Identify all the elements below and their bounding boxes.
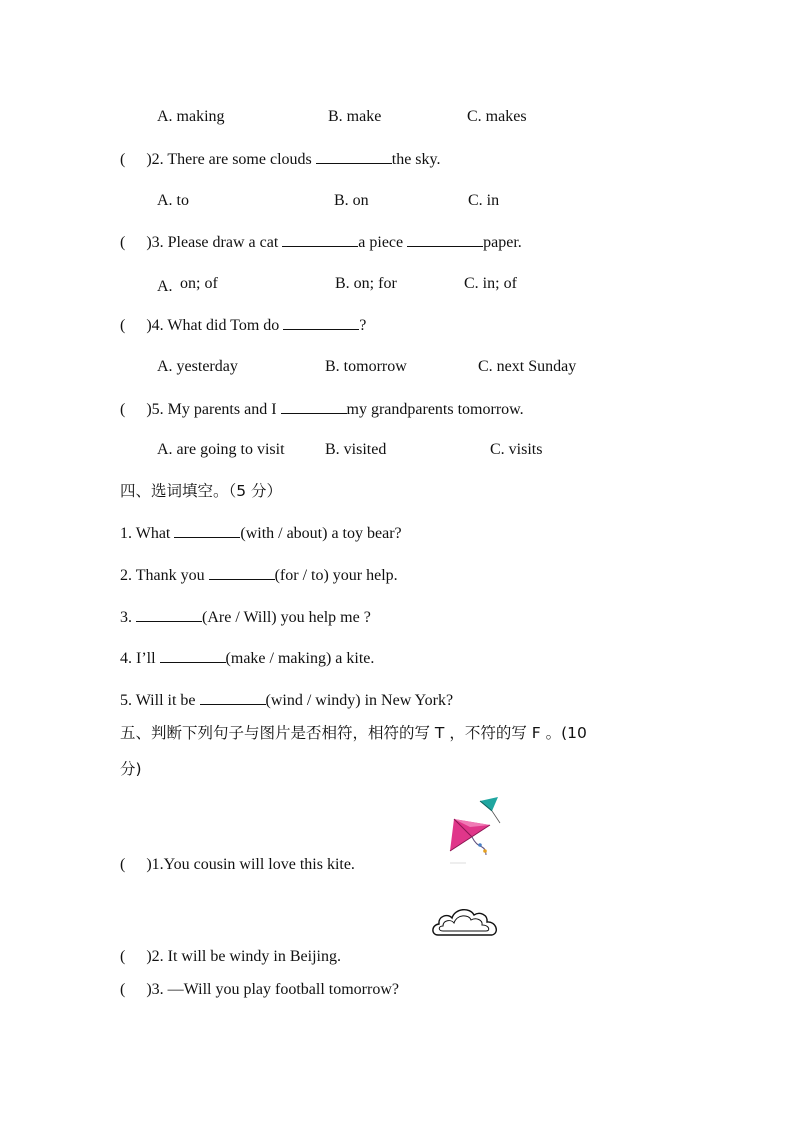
question-3-text: )3. Please draw a cat bbox=[146, 234, 279, 251]
q1-option-a: A. making bbox=[157, 108, 225, 125]
question-3-text-end: paper. bbox=[483, 234, 522, 251]
kite-picture bbox=[440, 793, 512, 865]
q1-option-c: C. makes bbox=[467, 108, 527, 125]
answer-paren: ( bbox=[120, 948, 126, 965]
fill-item-1 bbox=[120, 523, 402, 544]
q5-option-b: B. visited bbox=[325, 441, 387, 458]
fill-item-text: 4. I’ll bbox=[120, 650, 156, 667]
question-5-text: )5. My parents and I bbox=[146, 401, 277, 418]
judge-item-1 bbox=[120, 855, 355, 875]
answer-paren: ( bbox=[120, 151, 126, 168]
fill-item-2 bbox=[120, 565, 398, 586]
q5-option-a: A. are going to visit bbox=[157, 441, 285, 458]
question-3-text-mid: a piece bbox=[358, 234, 404, 251]
question-2-text-end: the sky. bbox=[391, 151, 441, 168]
q2-option-c: C. in bbox=[468, 192, 500, 209]
answer-blank bbox=[283, 315, 359, 330]
section-5-heading-cont: 分) bbox=[120, 760, 142, 778]
q4-option-b: B. tomorrow bbox=[325, 358, 407, 375]
cloud-picture bbox=[430, 903, 504, 943]
q3-option-c: C. in; of bbox=[464, 275, 517, 292]
question-4 bbox=[120, 315, 366, 336]
q1-option-b: B. make bbox=[328, 108, 382, 125]
answer-blank bbox=[160, 648, 226, 663]
fill-item-text-end: (for / to) your help. bbox=[274, 567, 398, 584]
judge-item-3 bbox=[120, 980, 399, 1000]
question-4-text: )4. What did Tom do bbox=[146, 317, 280, 334]
question-3 bbox=[120, 232, 522, 253]
fill-item-4 bbox=[120, 648, 374, 669]
judge-item-2 bbox=[120, 947, 341, 967]
q4-option-c: C. next Sunday bbox=[478, 358, 577, 375]
fill-item-text-end: (Are / Will) you help me ? bbox=[202, 609, 371, 626]
fill-item-text-end: (make / making) a kite. bbox=[225, 650, 375, 667]
answer-paren: ( bbox=[120, 234, 126, 251]
fill-item-text-end: (with / about) a toy bear? bbox=[240, 525, 402, 542]
answer-blank bbox=[200, 690, 266, 705]
answer-blank bbox=[174, 523, 240, 538]
fill-item-3 bbox=[120, 607, 371, 628]
answer-blank bbox=[316, 149, 392, 164]
q5-option-c: C. visits bbox=[490, 441, 543, 458]
question-2-text: )2. There are some clouds bbox=[146, 151, 312, 168]
fill-item-text: 5. Will it be bbox=[120, 692, 196, 709]
q3-option-a: on; of bbox=[180, 275, 218, 292]
section-5-heading: 五、判断下列句子与图片是否相符，相符的写 T ，不符的写 F 。(10 bbox=[120, 724, 587, 742]
question-5 bbox=[120, 399, 524, 420]
answer-paren: ( bbox=[120, 401, 126, 418]
q2-option-a: A. to bbox=[157, 192, 189, 209]
judge-item-1-text: )1.You cousin will love this kite. bbox=[146, 856, 355, 873]
q4-option-a: A. yesterday bbox=[157, 358, 238, 375]
judge-item-3-text: )3. —Will you play football tomorrow? bbox=[146, 981, 399, 998]
answer-paren: ( bbox=[120, 317, 126, 334]
section-4-heading: 四、选词填空。（5 分） bbox=[120, 482, 283, 500]
fill-item-text: 1. What bbox=[120, 525, 171, 542]
answer-blank bbox=[282, 232, 358, 247]
answer-blank bbox=[407, 232, 483, 247]
q3-option-a-letter: A. bbox=[157, 278, 173, 295]
fill-item-text-end: (wind / windy) in New York? bbox=[265, 692, 454, 709]
fill-item-5 bbox=[120, 690, 453, 711]
question-2 bbox=[120, 149, 440, 170]
answer-blank bbox=[209, 565, 275, 580]
answer-paren: ( bbox=[120, 856, 126, 873]
judge-item-2-text: )2. It will be windy in Beijing. bbox=[146, 948, 341, 965]
q3-option-b: B. on; for bbox=[335, 275, 397, 292]
answer-blank bbox=[136, 607, 202, 622]
question-5-text-end: my grandparents tomorrow. bbox=[346, 401, 524, 418]
answer-blank bbox=[281, 399, 347, 414]
question-4-text-end: ? bbox=[359, 317, 367, 334]
fill-item-text: 2. Thank you bbox=[120, 567, 205, 584]
q2-option-b: B. on bbox=[334, 192, 369, 209]
fill-item-text: 3. bbox=[120, 609, 132, 626]
answer-paren: ( bbox=[120, 981, 126, 998]
